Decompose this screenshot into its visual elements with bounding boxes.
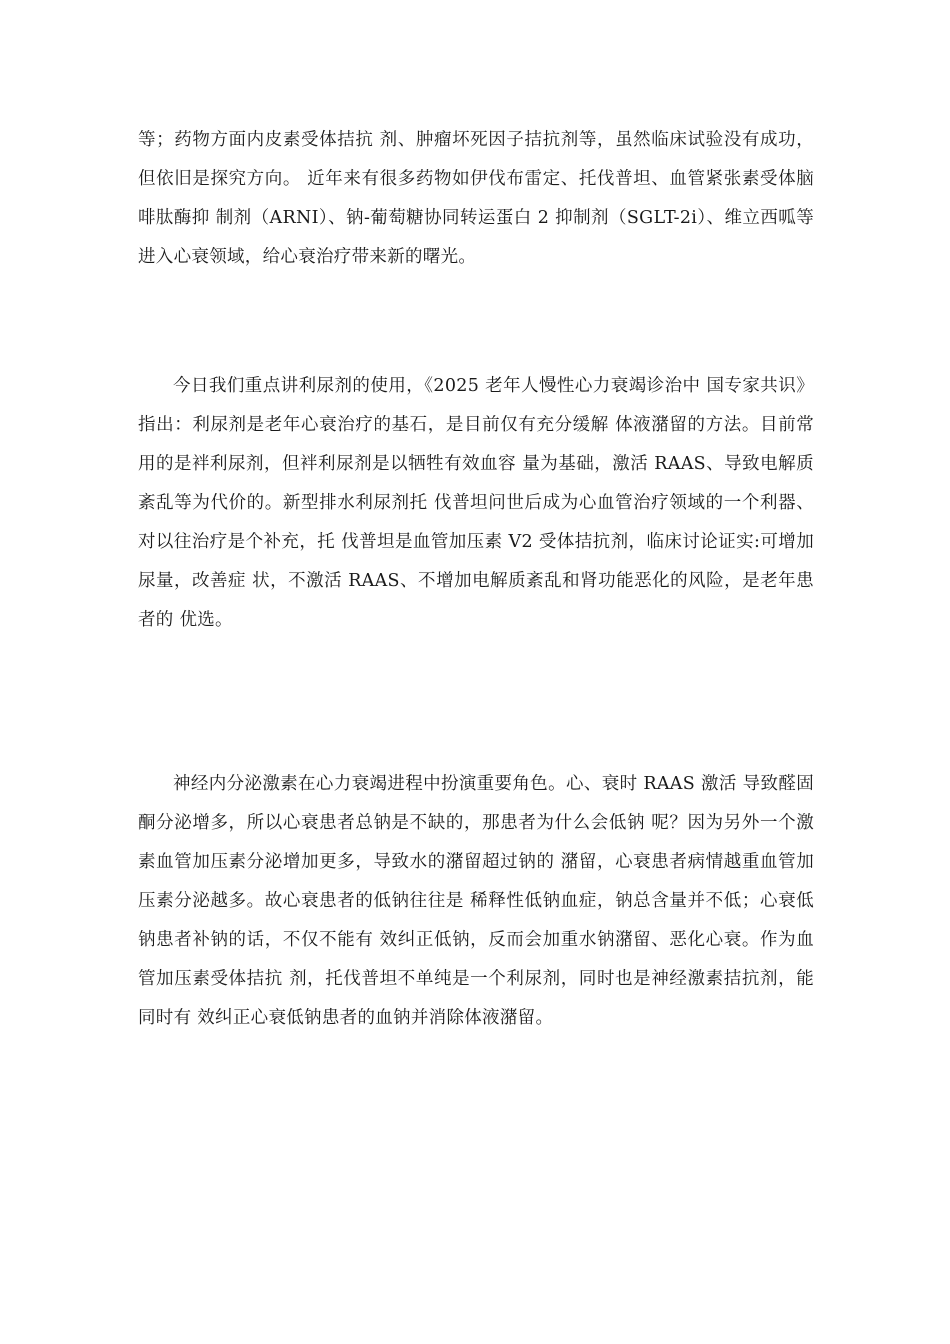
paragraph-drug-overview: 等；药物方面内皮素受体拮抗 剂、肿瘤坏死因子拮抗剂等，虽然临床试验没有成功，但依旧是探究方向。 近年来有很多药物如伊伐布雷定、托伐普坦、血管紧张素受体脑啡肽酶抑 制剂（ARNI）、钠-葡萄糖协同转运蛋白 2 抑制剂（SGLT-2i）、维立西呱等 进入心衰领域，给心衰治疗带来新的曙光。 (138, 130, 814, 267)
paragraph-neuroendocrine: 神经内分泌激素在心力衰竭进程中扮演重要角色。心、衰时 RAAS 激活 导致醛固酮分泌增多，所以心衰患者总钠是不缺的，那患者为什么会低钠 呢？因为另外一个激素血管加压素分泌增加更多，导致水的潴留超过钠的 潴留，心衰患者病情越重血管加压素分泌越多。故心衰患者的低钠往往是 稀释性低钠血症，钠总含量并不低；心衰低钠患者补钠的话，不仅不能有 效纠正低钠，反而会加重水钠潴留、恶化心衰。作为血管加压素受体拮抗 剂，托伐普坦不单纯是一个利尿剂，同时也是神经激素拮抗剂，能同时有 效纠正心衰低钠患者的血钠并消除体液潴留。 (138, 774, 814, 1028)
paragraph-diuretics: 今日我们重点讲利尿剂的使用，《2025 老年人慢性心力衰竭诊治中 国专家共识》指出：利尿剂是老年心衰治疗的基石，是目前仅有充分缓解 体液潴留的方法。目前常用的是袢利尿剂，但袢利尿剂是以牺牲有效血容 量为基础，激活 RAAS、导致电解质紊乱等为代价的。新型排水利尿剂托 伐普坦问世后成为心血管治疗领域的一个利器、对以往治疗是个补充，托 伐普坦是血管加压素 V2 受体拮抗剂，临床讨论证实:可增加尿量，改善症 状，不激活 RAAS、不增加电解质紊乱和肾功能恶化的风险，是老年患者的 优选。 (138, 376, 814, 630)
